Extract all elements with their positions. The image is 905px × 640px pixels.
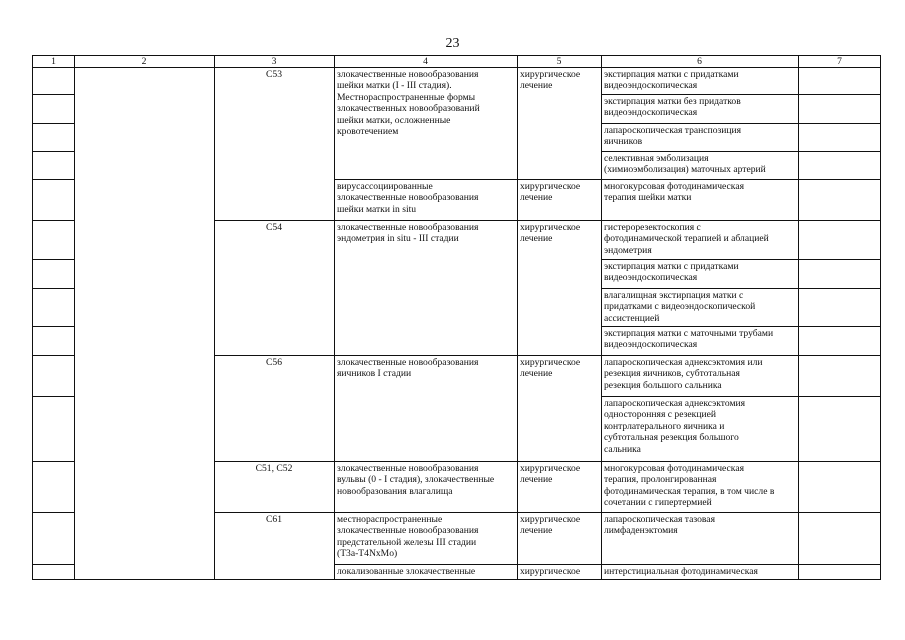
- text-line: яичников: [604, 136, 643, 148]
- method-cell: [604, 153, 766, 176]
- text-line: новообразования влагалища: [337, 485, 453, 497]
- text-line: селективная эмболизация: [604, 153, 709, 164]
- text-line: хирургическое: [520, 514, 581, 525]
- text-line: лапароскопическая транспозиция: [604, 125, 742, 136]
- text-line: вульвы (0 - I стадия), злокачественные: [337, 474, 495, 486]
- text-line: локализованные злокачественные: [337, 566, 476, 577]
- row-rule: [33, 396, 74, 397]
- row-rule: [334, 355, 601, 356]
- text-line: лапароскопическая аднексэктомия: [604, 398, 746, 409]
- text-line: лапароскопическая тазовая: [604, 514, 715, 525]
- diagnosis-c56: [337, 357, 478, 380]
- treatment-type: [520, 514, 580, 537]
- code-c61: C61: [266, 514, 282, 525]
- text-line: многокурсовая фотодинамическая: [604, 181, 744, 192]
- text-line: Местнораспространенные формы: [337, 91, 476, 103]
- row-rule: [601, 326, 880, 327]
- text-line: шейки матки, осложненные: [337, 114, 451, 126]
- text-line: видеоэндоскопическая: [604, 272, 698, 284]
- text-line: лечение: [520, 474, 553, 486]
- text-line: видеоэндоскопическая: [604, 339, 698, 351]
- text-line: лимфаденэктомия: [604, 525, 678, 537]
- text-line: (T3a-T4NxMo): [337, 548, 398, 560]
- code-c56: C56: [266, 357, 282, 368]
- text-line: шейки матки (I - III стадия).: [337, 80, 452, 92]
- header-col-4: 4: [423, 56, 428, 67]
- col-divider: [334, 56, 335, 579]
- header-col-3: 3: [271, 56, 277, 67]
- text-line: кровотечением: [337, 126, 399, 138]
- row-rule: [334, 461, 601, 462]
- text-line: лечение: [520, 368, 553, 380]
- text-line: шейки матки in situ: [337, 203, 417, 215]
- text-line: эндометрия: [604, 244, 652, 256]
- text-line: хирургическое: [520, 566, 581, 577]
- header-col-1: 1: [51, 56, 56, 67]
- treatment-type: [520, 357, 580, 380]
- row-rule: [214, 220, 334, 221]
- col-divider: [517, 56, 518, 579]
- text-line: сальника: [604, 443, 641, 455]
- row-rule: [601, 512, 880, 513]
- text-line: (химиоэмболизация) маточных артерий: [604, 164, 766, 176]
- row-rule: [601, 396, 880, 397]
- code-c53: C53: [266, 69, 282, 80]
- method-cell: [604, 181, 744, 204]
- row-rule: [33, 564, 74, 565]
- row-rule: [601, 94, 880, 95]
- text-line: резекция яичников, субтотальная: [604, 368, 740, 380]
- text-line: местнораспространенные: [337, 514, 443, 525]
- row-rule: [33, 355, 74, 356]
- row-rule: [33, 179, 74, 180]
- text-line: лечение: [520, 192, 553, 204]
- text-line: вирусассоциированные: [337, 181, 433, 192]
- row-rule: [33, 259, 74, 260]
- method-cell: [604, 261, 739, 284]
- method-cell: [604, 566, 758, 577]
- row-rule: [601, 123, 880, 124]
- col-divider: [74, 56, 75, 579]
- header-col-6: 6: [697, 56, 702, 67]
- method-cell: [604, 125, 741, 148]
- row-rule: [214, 512, 334, 513]
- row-rule: [33, 326, 74, 327]
- text-line: лечение: [520, 525, 553, 537]
- code-c51-c52: C51, C52: [255, 463, 293, 474]
- text-line: фотодинамической терапией и аблацией: [604, 233, 769, 245]
- treatment-type: [520, 222, 580, 245]
- method-cell: [604, 514, 715, 537]
- page-number: 23: [445, 36, 460, 51]
- text-line: экстирпация матки с маточными трубами: [604, 328, 774, 339]
- text-line: экстирпация матки с придатками: [604, 261, 739, 272]
- text-line: субтотальная резекция большого: [604, 432, 739, 444]
- row-rule: [33, 94, 74, 95]
- row-rule: [601, 564, 880, 565]
- text-line: хирургическое: [520, 69, 581, 80]
- row-rule: [33, 288, 74, 289]
- col-divider: [601, 56, 602, 579]
- diagnosis-c53-a: [337, 69, 480, 137]
- diagnosis-c51-c52: [337, 463, 494, 497]
- col-divider: [214, 56, 215, 579]
- text-line: предстательной железы III стадии: [337, 536, 477, 548]
- method-cell: [604, 96, 741, 119]
- text-line: хирургическое: [520, 222, 581, 233]
- text-line: терапия, пролонгированная: [604, 474, 717, 486]
- text-line: гистерорезектоскопия с: [604, 222, 701, 233]
- text-line: злокачественные новообразования: [337, 69, 479, 80]
- row-rule: [33, 220, 74, 221]
- text-line: злокачественные новообразования: [337, 463, 479, 474]
- row-rule: [334, 179, 601, 180]
- row-rule: [601, 288, 880, 289]
- col-divider: [798, 56, 799, 579]
- header-col-2: 2: [141, 56, 147, 67]
- text-line: злокачественные новообразования: [337, 192, 479, 204]
- text-line: сочетании с гипертермией: [604, 497, 712, 509]
- diagnosis-c54: [337, 222, 478, 245]
- method-cell: [604, 328, 773, 351]
- diagnosis-c61-a: [337, 514, 478, 560]
- header-rule: [33, 67, 880, 68]
- row-rule: [601, 461, 880, 462]
- text-line: лечение: [520, 233, 553, 245]
- text-line: придатками с видеоэндоскопической: [604, 301, 756, 313]
- row-rule: [334, 512, 601, 513]
- row-rule: [214, 355, 334, 356]
- row-rule: [33, 461, 74, 462]
- row-rule: [601, 259, 880, 260]
- text-line: терапия шейки матки: [604, 192, 692, 204]
- text-line: контрлатерального яичника и: [604, 420, 725, 432]
- text-line: яичников I стадии: [337, 368, 412, 380]
- text-line: злокачественные новообразования: [337, 222, 479, 233]
- diagnosis-c61-b: [337, 566, 475, 577]
- text-line: лечение: [520, 80, 553, 92]
- text-line: фотодинамическая терапия, в том числе в: [604, 485, 775, 497]
- method-cell: [604, 222, 769, 256]
- row-rule: [214, 461, 334, 462]
- treatment-type: [520, 566, 580, 577]
- code-c54: C54: [266, 222, 282, 233]
- text-line: хирургическое: [520, 463, 581, 474]
- treatment-type: [520, 181, 580, 204]
- header-col-7: 7: [837, 56, 842, 67]
- text-line: хирургическое: [520, 181, 581, 192]
- row-rule: [33, 151, 74, 152]
- text-line: ассистенцией: [604, 312, 660, 324]
- treatment-table: [32, 55, 881, 580]
- text-line: лапароскопическая аднексэктомия или: [604, 357, 763, 368]
- diagnosis-c53-b: [337, 181, 478, 215]
- method-cell: [604, 290, 755, 324]
- text-line: резекция большого сальника: [604, 379, 722, 391]
- row-rule: [33, 123, 74, 124]
- treatment-type: [520, 463, 580, 486]
- row-rule: [334, 564, 601, 565]
- method-cell: [604, 357, 763, 391]
- text-line: злокачественных новообразований: [337, 103, 480, 115]
- text-line: односторонняя с резекцией: [604, 409, 716, 421]
- row-rule: [33, 512, 74, 513]
- text-line: злокачественные новообразования: [337, 357, 479, 368]
- text-line: влагалищная экстирпация матки с: [604, 290, 744, 301]
- text-line: многокурсовая фотодинамическая: [604, 463, 744, 474]
- text-line: видеоэндоскопическая: [604, 107, 698, 119]
- treatment-type: [520, 69, 580, 92]
- text-line: видеоэндоскопическая: [604, 80, 698, 92]
- row-rule: [601, 220, 880, 221]
- text-line: эндометрия in situ - III стадии: [337, 233, 459, 245]
- row-rule: [601, 179, 880, 180]
- text-line: интерстициальная фотодинамическая: [604, 566, 758, 577]
- text-line: хирургическое: [520, 357, 581, 368]
- row-rule: [601, 151, 880, 152]
- row-rule: [334, 220, 601, 221]
- method-cell: [604, 398, 745, 455]
- text-line: экстирпация матки с придатками: [604, 69, 739, 80]
- row-rule: [601, 355, 880, 356]
- text-line: экстирпация матки без придатков: [604, 96, 741, 107]
- method-cell: [604, 69, 739, 92]
- text-line: злокачественные новообразования: [337, 525, 479, 537]
- header-col-5: 5: [556, 56, 562, 67]
- method-cell: [604, 463, 774, 509]
